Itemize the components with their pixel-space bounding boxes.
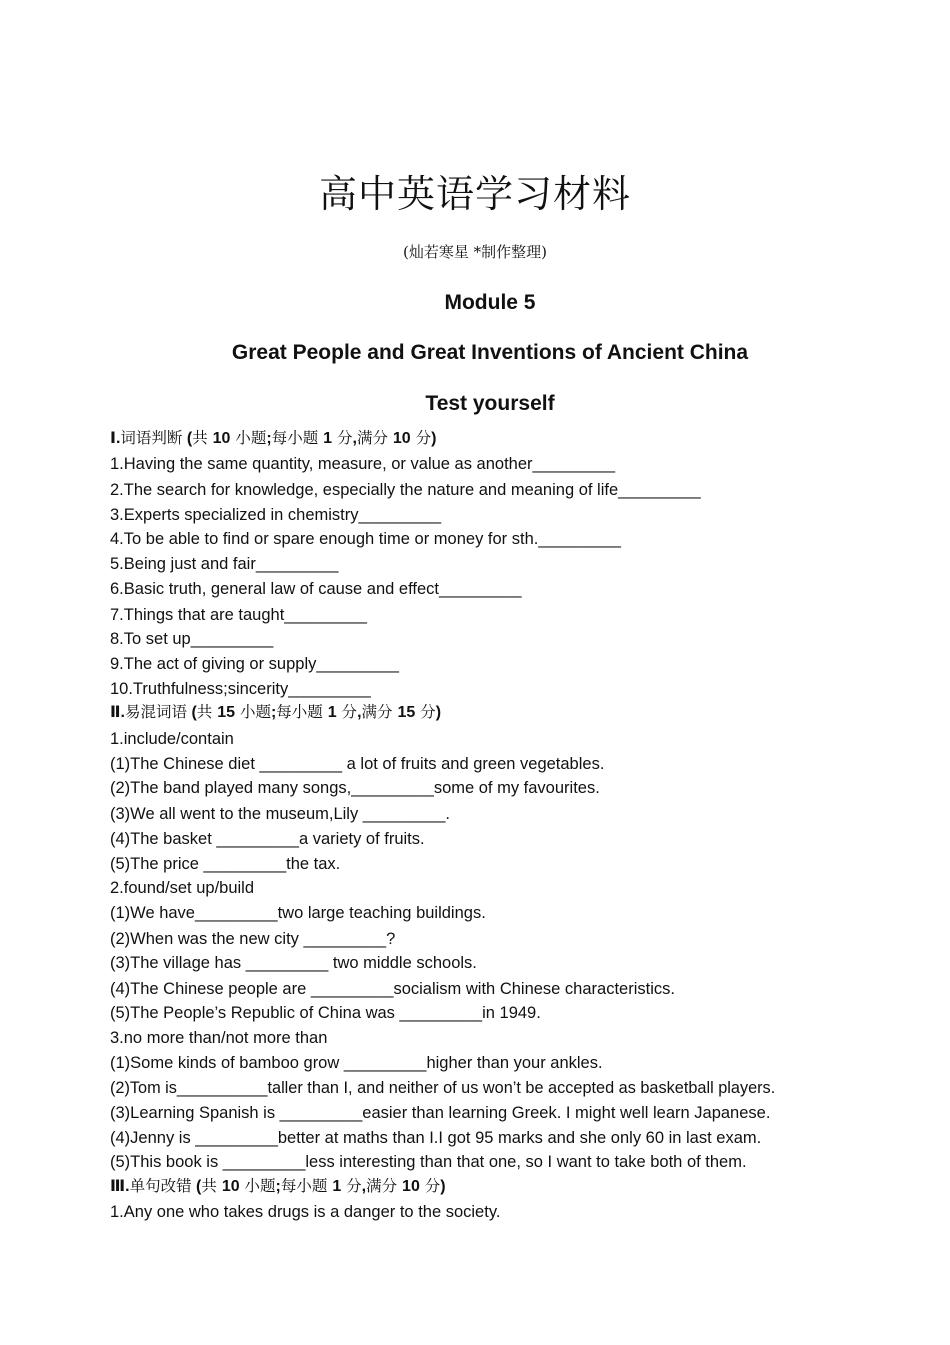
question-item: (5)The price _________the tax. — [110, 855, 341, 873]
test-heading: Test yourself — [425, 392, 555, 415]
question-item: (5)This book is _________less interesting than that one, so I want to take both of them. — [110, 1153, 747, 1171]
module-heading: Module 5 — [444, 291, 536, 314]
question-item: 8.To set up_________ — [110, 630, 274, 648]
question-item: 4.To be able to find or spare enough time or money for sth._________ — [110, 530, 621, 548]
question-item: 10.Truthfulness;sincerity_________ — [110, 680, 371, 698]
section-1-heading: Ⅰ.词语判断 (共 10 小题;每小题 1 分,满分 10 分) — [110, 429, 437, 447]
section-3-heading: Ⅲ.单句改错 (共 10 小题;每小题 1 分,满分 10 分) — [110, 1177, 446, 1195]
question-item: 3.Experts specialized in chemistry_________ — [110, 506, 442, 524]
question-item: (2)When was the new city _________? — [110, 930, 396, 948]
question-item: (1)The Chinese diet _________ a lot of fruits and green vegetables. — [110, 755, 605, 773]
question-item: (1)Some kinds of bamboo grow _________higher than your ankles. — [110, 1054, 603, 1072]
question-item: (3)We all went to the museum,Lily _________. — [110, 805, 450, 823]
question-item: (2)Tom is__________taller than I, and neither of us won’t be accepted as basketball players. — [110, 1079, 776, 1097]
question-item: 6.Basic truth, general law of cause and effect_________ — [110, 580, 522, 598]
credit-note: (灿若寒星 *制作整理) — [403, 243, 547, 261]
question-group-title: 3.no more than/not more than — [110, 1029, 328, 1047]
question-item: (3)Learning Spanish is _________easier than learning Greek. I might well learn Japanese. — [110, 1104, 771, 1122]
question-item: 5.Being just and fair_________ — [110, 555, 339, 573]
section-2-heading: Ⅱ.易混词语 (共 15 小题;每小题 1 分,满分 15 分) — [110, 703, 442, 721]
question-item: 1.Having the same quantity, measure, or value as another_________ — [110, 455, 616, 473]
document-title: 高中英语学习材料 — [318, 172, 631, 216]
question-group-title: 1.include/contain — [110, 730, 234, 748]
question-item: (1)We have_________two large teaching buildings. — [110, 904, 486, 922]
question-item: 1.Any one who takes drugs is a danger to the society. — [110, 1203, 501, 1221]
question-item: 9.The act of giving or supply_________ — [110, 655, 399, 673]
question-item: 7.Things that are taught_________ — [110, 606, 367, 624]
question-item: (3)The village has _________ two middle schools. — [110, 954, 477, 972]
question-item: (2)The band played many songs,_________some of my favourites. — [110, 779, 600, 797]
question-item: 2.The search for knowledge, especially the nature and meaning of life_________ — [110, 481, 701, 499]
question-item: (5)The People’s Republic of China was _________in 1949. — [110, 1004, 541, 1022]
question-item: (4)The basket _________a variety of fruits. — [110, 830, 425, 848]
question-item: (4)Jenny is _________better at maths than I.I got 95 marks and she only 60 in last exam. — [110, 1129, 762, 1147]
module-subtitle: Great People and Great Inventions of Ancient China — [231, 341, 749, 364]
question-item: (4)The Chinese people are _________socialism with Chinese characteristics. — [110, 980, 675, 998]
question-group-title: 2.found/set up/build — [110, 879, 255, 897]
